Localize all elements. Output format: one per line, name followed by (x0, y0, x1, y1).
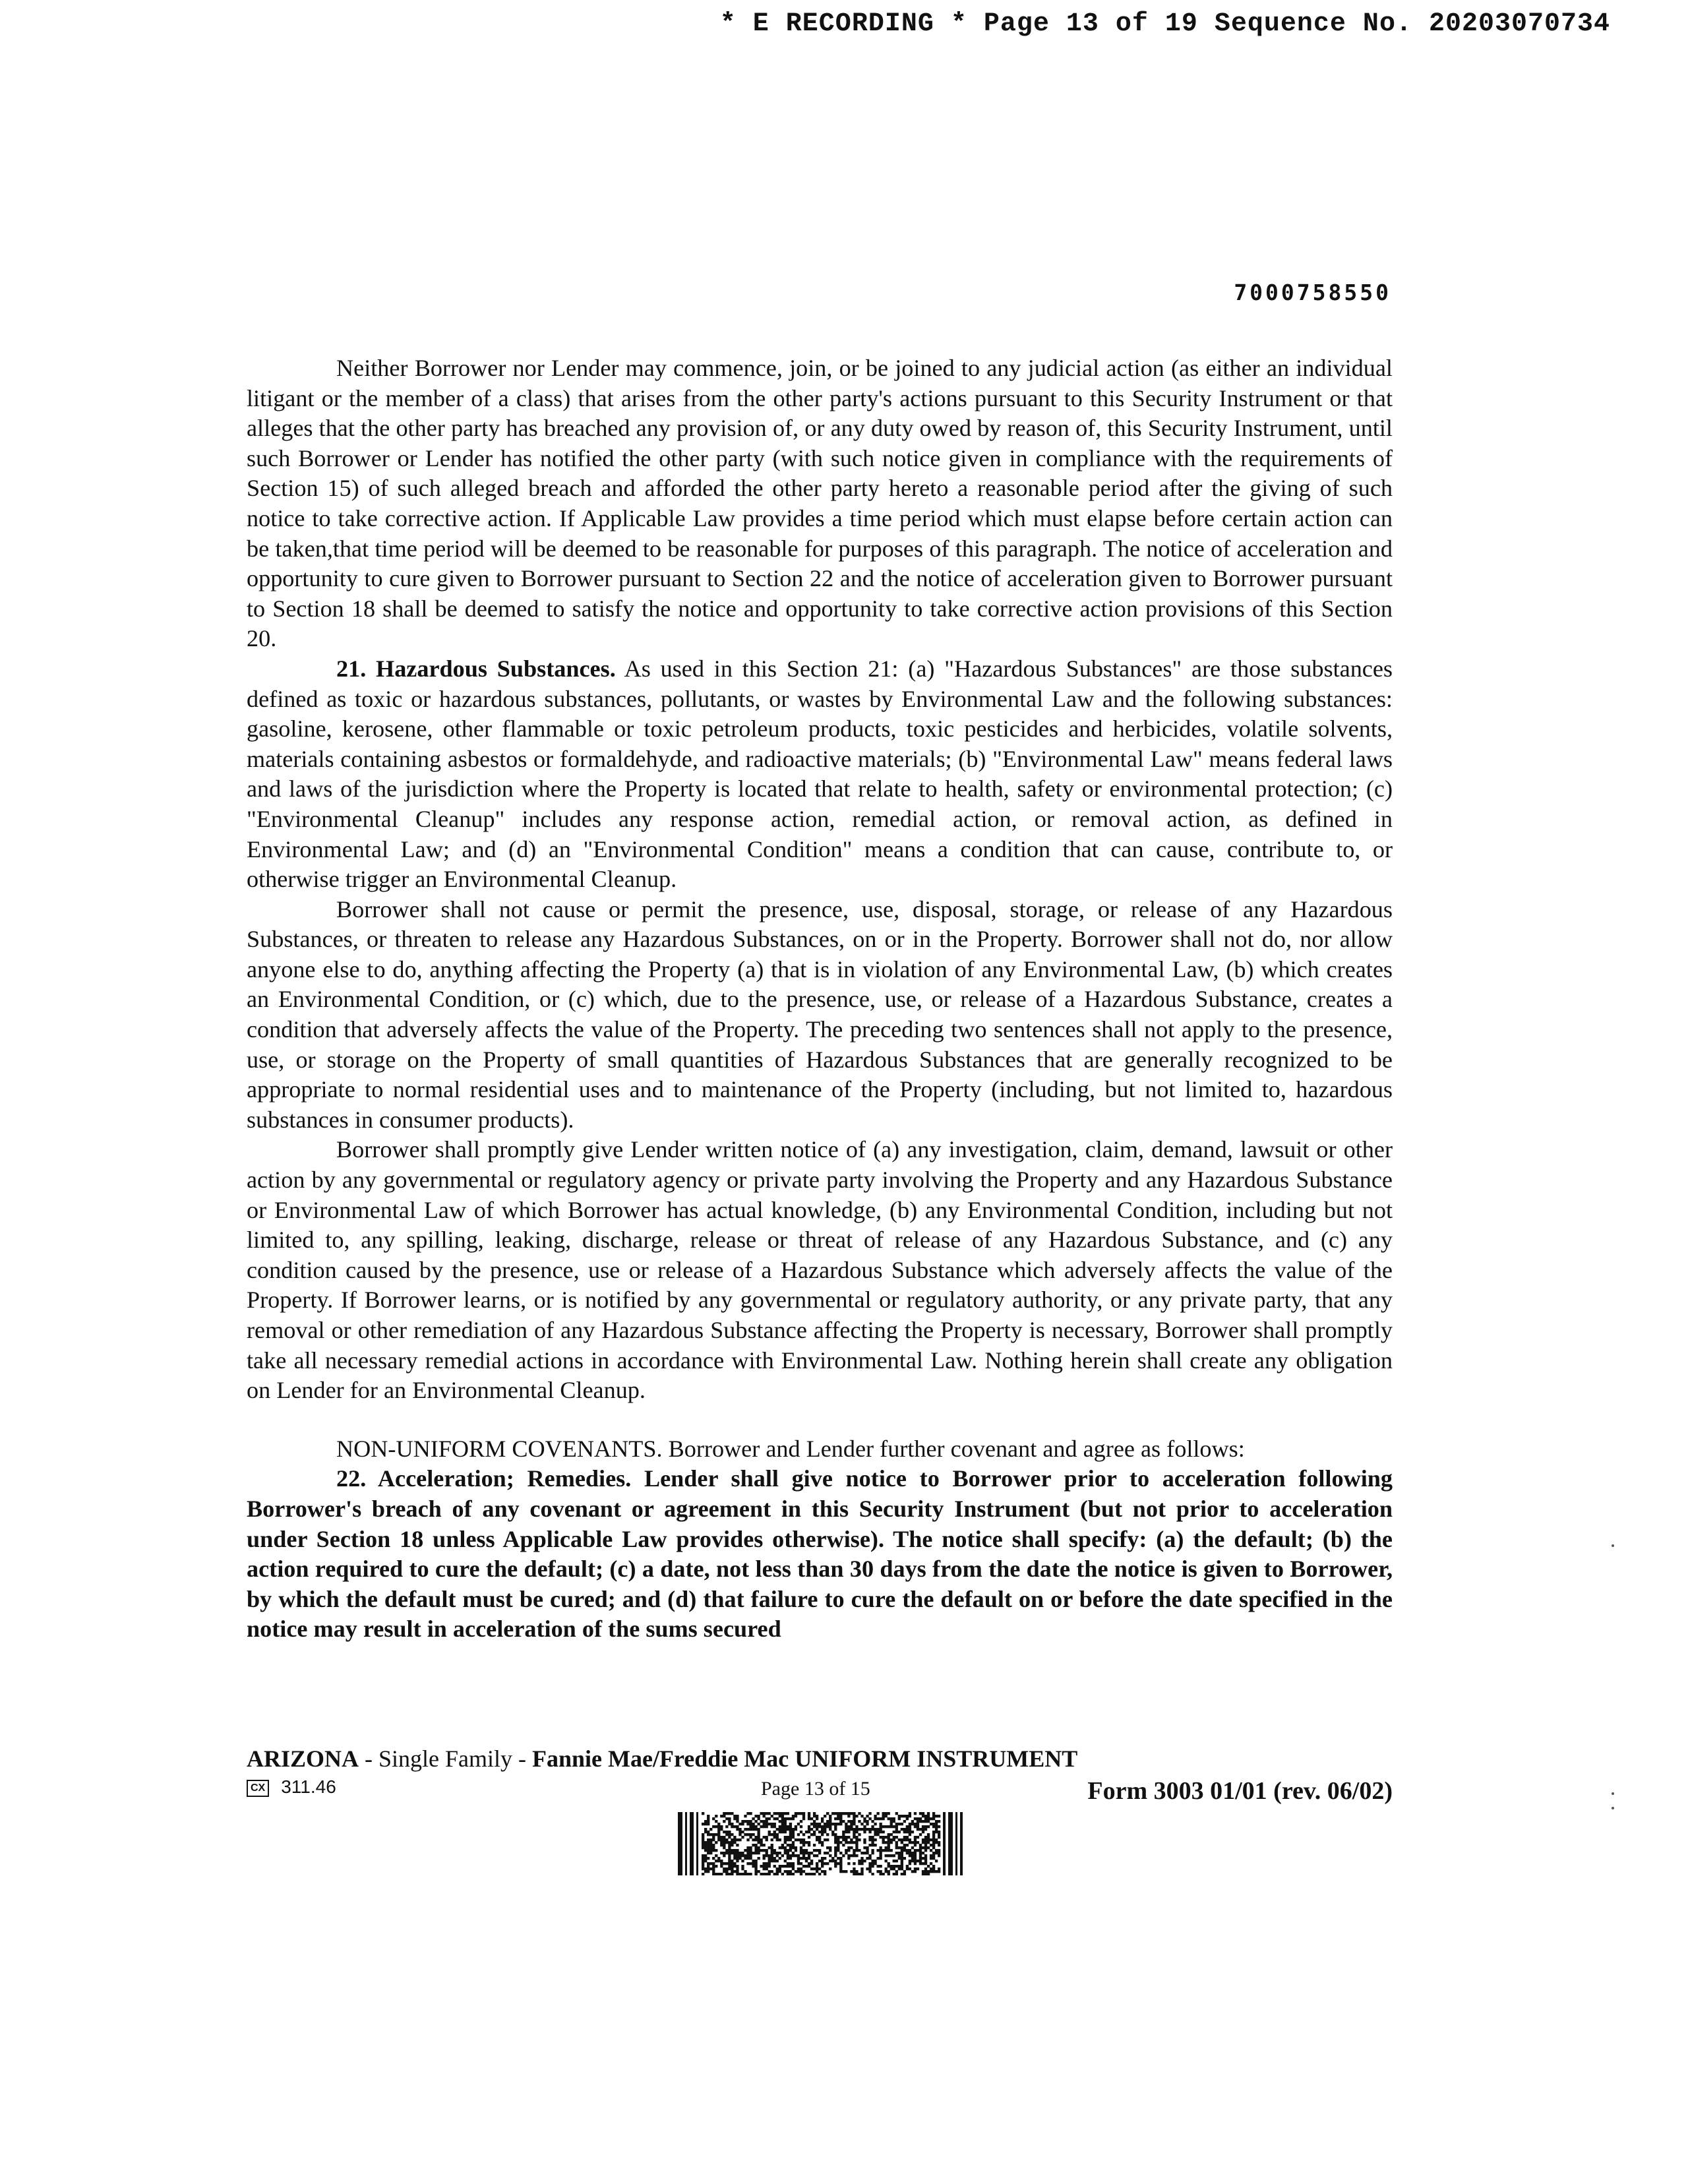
footer-form-line (247, 1776, 1393, 1805)
footer-separator: - Single Family - (359, 1745, 533, 1772)
document-body (247, 353, 1393, 1645)
paragraph-hazardous-use: Borrower shall not cause or permit the presence, use, disposal, storage, or release of any Hazardous Substances, or threaten to release any Hazardous Substances, on or in the Property. Borrower shall not do, nor allow anyone else to do, anything affecting the Property (a) that is in violation of any Environmental Law, (b) which creates an Environmental Condition, or (c) which, due to the presence, use, or release of a Hazardous Substance, creates a condition that adversely affects the value of the Property. The preceding two sentences shall not apply to the presence, use, or storage on the Property of small quantities of Hazardous Substances that are generally recognized to be appropriate to normal residential uses and to maintenance of the Property (including, but not limited to, hazardous substances in consumer products). (247, 895, 1393, 1133)
paragraph-section-21 (247, 654, 1393, 895)
paragraph-section-22: 22. Acceleration; Remedies. Lender shall give notice to Borrower prior to acceleration following Borrower's breach of any covenant or agreement in this Security Instrument (but not prior to acceleration under Section 18 unless Applicable Law provides otherwise). The notice shall specify: (a) the default; (b) the action required to cure the default; (c) a date, not less than 30 days from the date the notice is given to Borrower, by which the default must be cured; and (d) that failure to cure the default on or before the date specified in the notice may result in acceleration of the sums secured (247, 1465, 1393, 1643)
section-21-text: As used in this Section 21: (a) "Hazardous Substances" are those substances defined as toxic or hazardous substances, pollutants, or wastes by Environmental Law and the following substances: gasoline, kerosene, other flammable or toxic petroleum products, toxic pesticides and herbicides, volatile solvents, materials containing asbestos or formaldehyde, and radioactive materials; (b) "Environmental Law" means federal laws and laws of the jurisdiction where the Property is located that relate to health, safety or environmental protection; (c) "Environmental Cleanup" includes any response action, remedial action, or removal action, as defined in Environmental Law; and (d) an "Environmental Condition" means a condition that can cause, contribute to, or otherwise trigger an Environmental Cleanup. (247, 655, 1393, 893)
form-id: Form 3003 01/01 (rev. 06/02) (1087, 1777, 1393, 1805)
loan-number: 7000758550 (1234, 280, 1391, 305)
barcode-icon (678, 1812, 963, 1875)
footer-instrument-line (247, 1745, 1393, 1773)
cx-logo-icon: CX (247, 1780, 269, 1797)
paragraph-section-20-continued: Neither Borrower nor Lender may commence, join, or be joined to any judicial action (as either an individual litigant or the member of a class) that arises from the other party's actions pursuant to this Security Instrument or that alleges that the other party has breached any provision of, or any duty owed by reason of, this Security Instrument, until such Borrower or Lender has notified the other party (with such notice given in compliance with the requirements of Section 15) of such alleged breach and afforded the other party hereto a reasonable period after the giving of such notice to take corrective action. If Applicable Law provides a time period which must elapse before certain action can be taken,that time period will be deemed to be reasonable for purposes of this paragraph. The notice of acceleration and opportunity to cure given to Borrower pursuant to Section 22 and the notice of acceleration given to Borrower pursuant to Section 18 shall be deemed to satisfy the notice and opportunity to take corrective action provisions of this Section 20. (247, 355, 1393, 652)
recording-header: * E RECORDING * Page 13 of 19 Sequence No. 20203070734 (719, 9, 1610, 39)
footer-instrument: Fannie Mae/Freddie Mac UNIFORM INSTRUMENT (532, 1745, 1078, 1772)
form-code (247, 1776, 336, 1798)
footer-state: ARIZONA (247, 1745, 359, 1772)
scan-specks (1606, 1543, 1619, 1820)
page-number: Page 13 of 15 (761, 1778, 870, 1800)
section-21-heading: 21. Hazardous Substances. (336, 655, 616, 682)
paragraph-non-uniform-covenants: NON-UNIFORM COVENANTS. Borrower and Lender further covenant and agree as follows: (336, 1435, 1245, 1462)
form-code-number: 311.46 (281, 1776, 336, 1797)
paragraph-hazardous-notice: Borrower shall promptly give Lender written notice of (a) any investigation, claim, demand, lawsuit or other action by any governmental or regulatory agency or private party involving the Property and any Hazardous Substance or Environmental Law of which Borrower has actual knowledge, (b) any Environmental Condition, including but not limited to, any spilling, leaking, discharge, release or threat of release of any Hazardous Substance, and (c) any condition caused by the presence, use or release of a Hazardous Substance which adversely affects the value of the Property. If Borrower learns, or is notified by any governmental or regulatory authority, or any private party, that any removal or other remediation of any Hazardous Substance affecting the Property is necessary, Borrower shall promptly take all necessary remedial actions in accordance with Environmental Law. Nothing herein shall create any obligation on Lender for an Environmental Cleanup. (247, 1136, 1393, 1404)
